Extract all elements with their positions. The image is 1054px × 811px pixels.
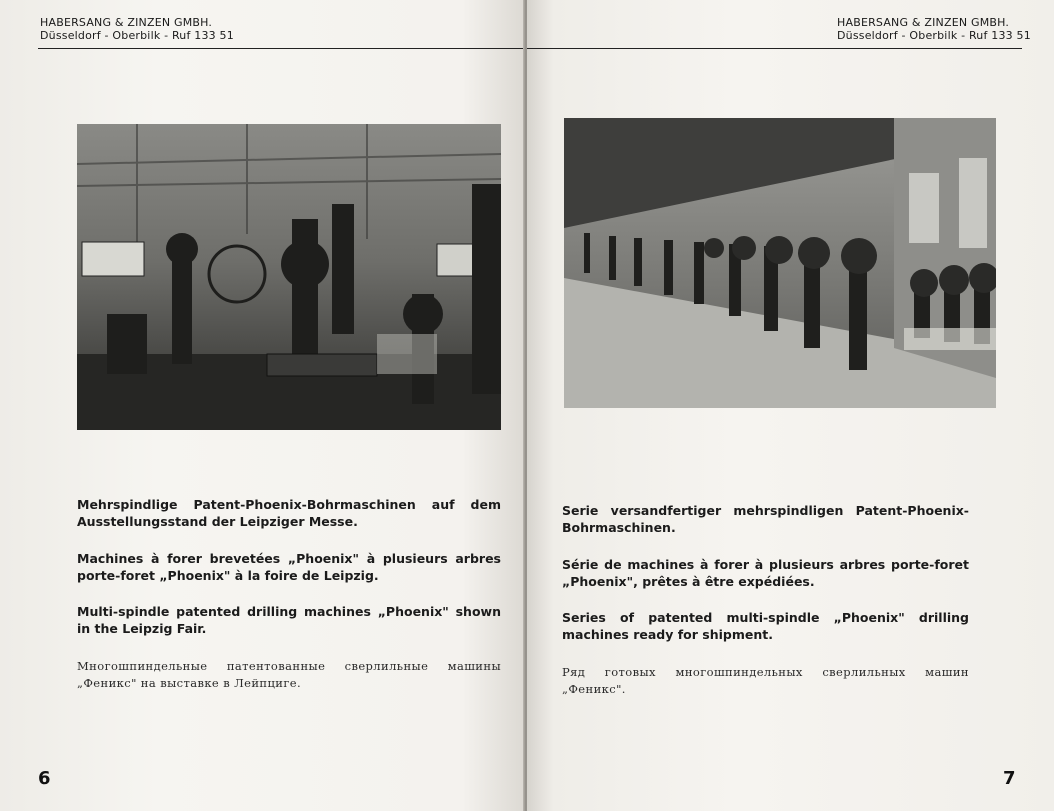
right-captions [562,502,969,698]
caption-russian: Ряд готовых многошпиндельных сверлильных машин „Феникс". [562,665,969,696]
caption-english: Multi-spindle patented drilling machines „Phoenix" shown in the Leipzig Fair. [77,604,501,636]
page-number: 6 [38,768,51,789]
factory-photo [564,118,996,408]
caption-german: Mehrspindlige Patent-Phoenix-Bohrmaschinen auf dem Ausstellungsstand der Leipziger Messe. [77,497,501,529]
caption-english: Series of patented multi-spindle „Phoenix" drilling machines ready for shipment. [562,610,969,642]
caption-german: Serie versandfertiger mehrspindligen Patent-Phoenix-Bohrmaschinen. [562,503,969,535]
exhibition-photo [77,124,501,430]
header-rule [527,48,1022,49]
right-page-header [837,16,1031,42]
left-page [0,0,525,811]
caption-french: Série de machines à forer à plusieurs arbres porte-foret „Phoenix", prêtes à être expédiées. [562,557,969,589]
header-rule [38,48,525,49]
company-name: HABERSANG & ZINZEN GMBH. [40,16,213,29]
caption-french: Machines à forer brevetées „Phoenix" à plusieurs arbres porte-foret „Phoenix" à la foire de Leipzig. [77,551,501,583]
right-page [527,0,1054,811]
company-name: HABERSANG & ZINZEN GMBH. [837,16,1010,29]
page-number: 7 [1003,768,1016,789]
left-page-header [40,16,234,42]
caption-russian: Многошпиндельные патентованные сверлильные машины „Феникс" на выставке в Лейпциге. [77,659,501,690]
company-address: Düsseldorf - Oberbilk - Ruf 133 51 [40,29,234,42]
company-address: Düsseldorf - Oberbilk - Ruf 133 51 [837,29,1031,42]
left-captions [77,496,501,692]
